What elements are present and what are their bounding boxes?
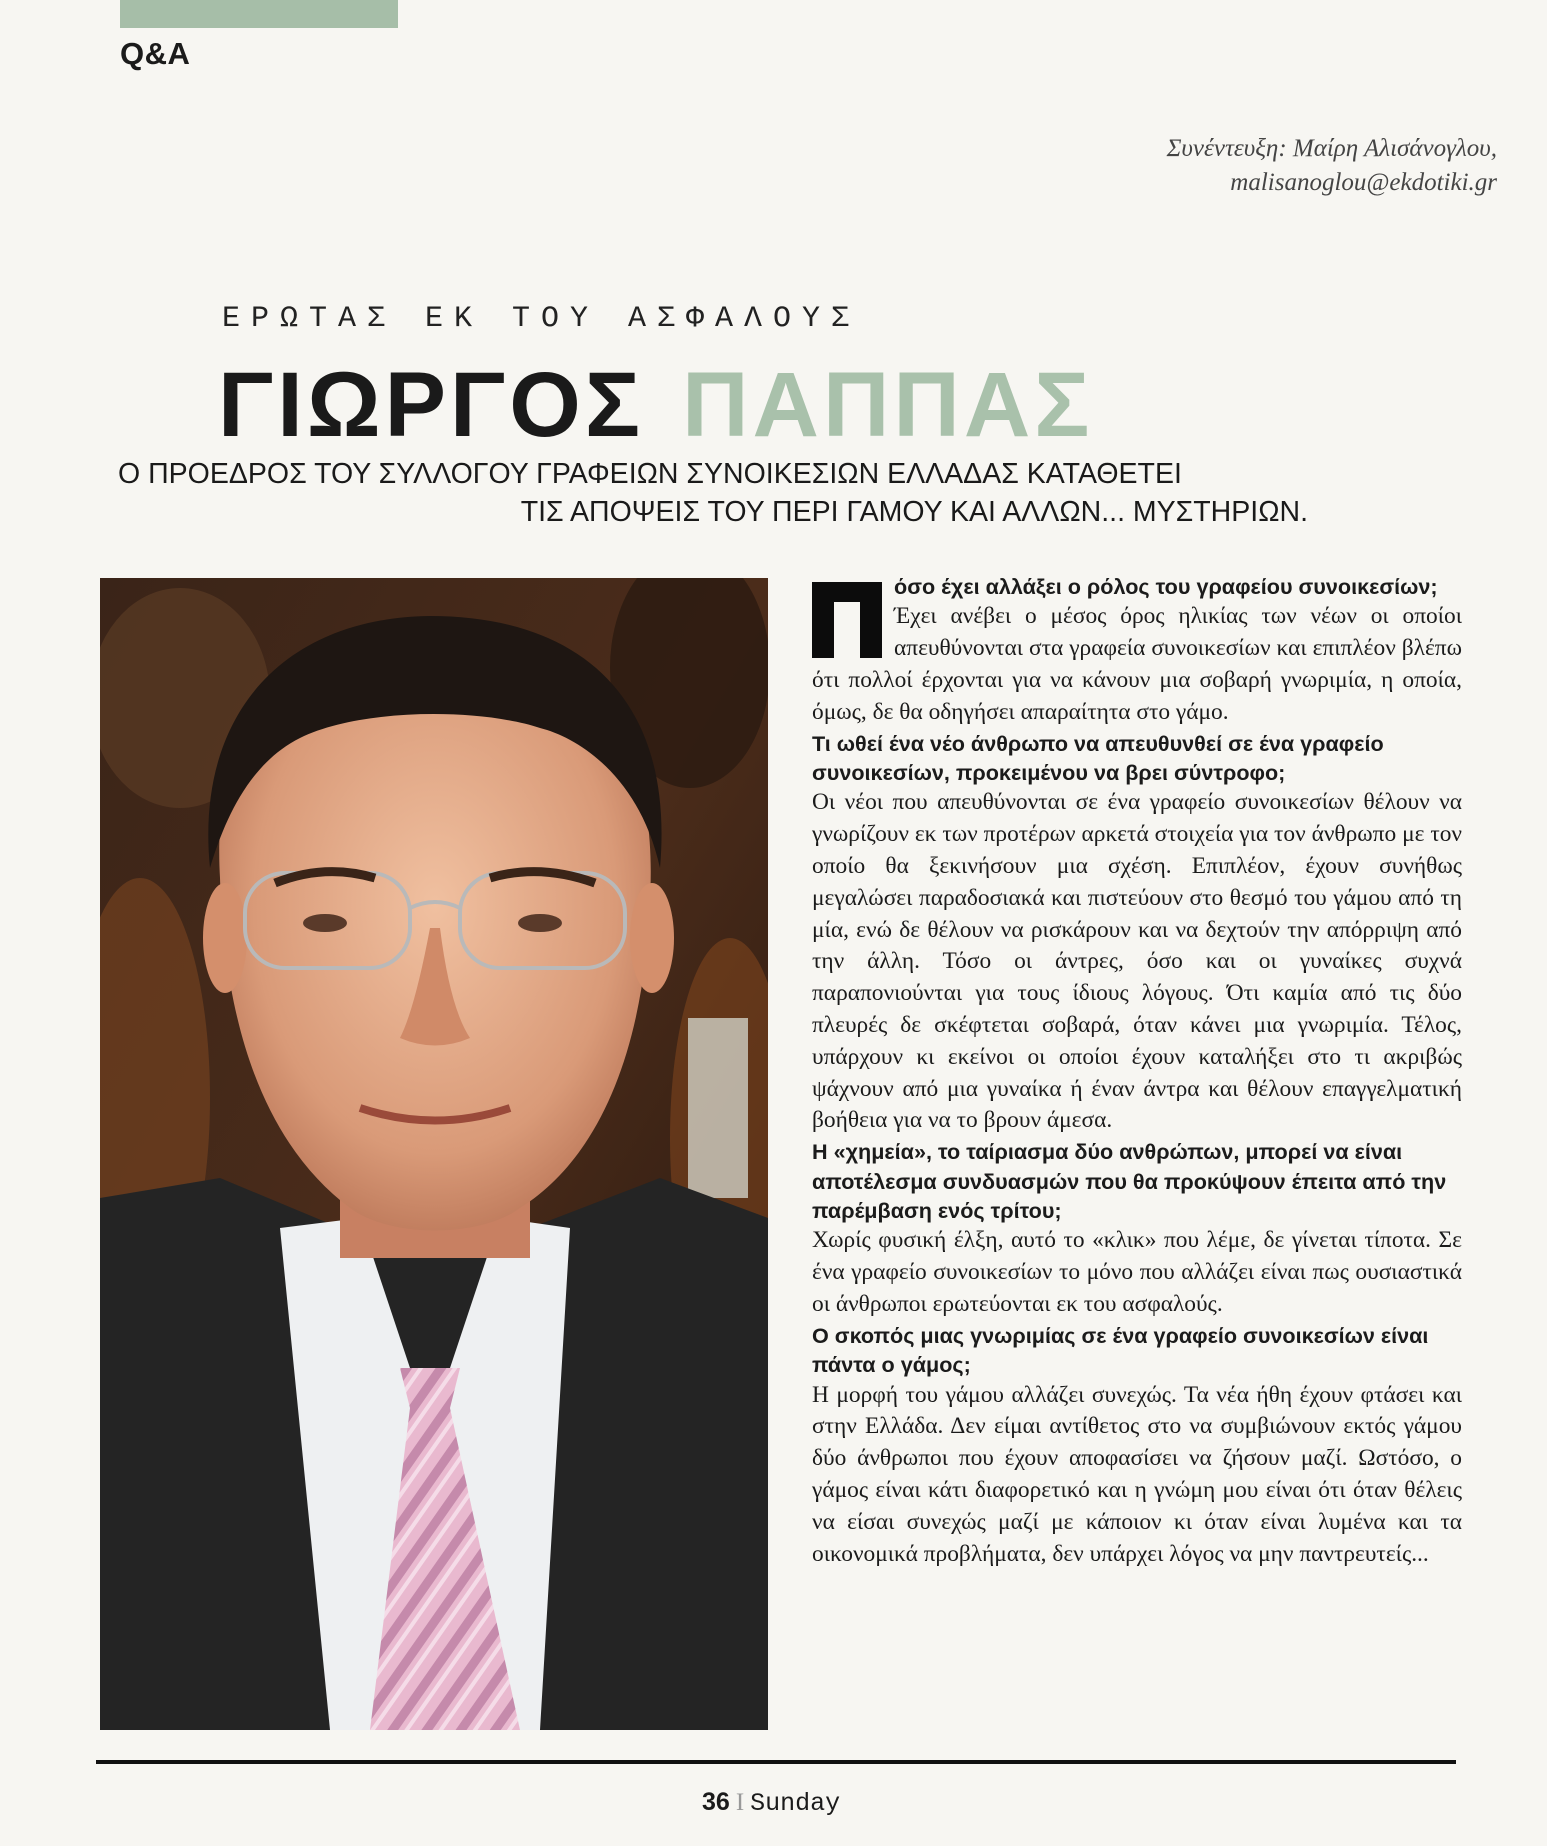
answer-4: Η μορφή του γάμου αλλάζει συνεχώς. Τα νέα ήθη έχουν φτάσει και στην Ελλάδα. Δεν είμαι αντίθετος στο να συμβιώνουν εκτός γάμου δύο άνθρωποι που έχουν αποφασίσει να ζήσουν μαζί. Ωστόσο, ο γάμος είναι κάτι διαφορετικό και η γνώμη μου είναι ότι όταν θέλεις να είσαι συνεχώς μαζί με κάποιον κι όταν είναι λυμένα και τα οικονομικά προβλήματα, δεν υπάρχει λόγος να μην παντρευτείς... [812, 1381, 1462, 1567]
page-footer [702, 1788, 840, 1818]
answer-2: Οι νέοι που απευθύνονται σε ένα γραφείο συνοικεσίων θέλουν να γνωρίζουν εκ των προτέρων αρκετά στοιχεία για τον άνθρωπο με τον οποίο θα ξεκινήσουν μια σχέση. Επιπλέον, έχουν συνήθως μεγαλώσει παραδοσιακά και πιστεύουν στο θεσμό του γάμου από τη μία, ενώ δε θέλουν να ρισκάρουν και να δεχτούν την απόρριψη από την άλλη. Τόσο οι άντρες, όσο και οι γυναίκες συχνά παραπονιούνται για τους ίδιους λόγους. Ότι καμία από τις δύο πλευρές δε σκέφτεται σοβαρά, όταν κάνει μια γνωριμία. Τέλος, υπάρχουν κι εκείνοι οι οποίοι έχουν καταλήξει στο τι ακριβώς ψάχνουν από μια γυναίκα ή έναν άντρα και θέλουν επαγγελματική βοήθεια για να το βρουν άμεσα. [812, 789, 1462, 1134]
magazine-name: Sunday [750, 1789, 841, 1818]
subtitle-line-2: ΤΙΣ ΑΠΟΨΕΙΣ ΤΟΥ ΠΕΡΙ ΓΑΜΟΥ ΚΑΙ ΑΛΛΩΝ... ΜΥΣΤΗΡΙΩΝ. [520, 496, 1308, 528]
byline-email: malisanoglou@ekdotiki.gr [1230, 169, 1497, 196]
footer-separator: I [735, 1789, 745, 1816]
byline-author: Συνέντευξη: Μαίρη Αλισάνογλου, [1166, 135, 1497, 162]
answer-1: Έχει ανέβει ο μέσος όρος ηλικίας των νέων οι οποίοι απευθύνονται στα γραφεία συνοικεσίων και επιπλέον βλέπω ότι πολλοί έρχονται για να κάνουν μια σοβαρή γνωριμία, η οποία, όμως, δε θα οδηγήσει απαραίτητα στο γάμο. [812, 603, 1462, 725]
headline-first-name: ΓΙΩΡΓΟΣ [218, 354, 645, 456]
section-color-bar [120, 0, 398, 28]
headline-last-name: ΠΑΠΠΑΣ [682, 354, 1094, 456]
question-3: Η «χημεία», το ταίριασμα δύο ανθρώπων, μπορεί να είναι αποτέλεσμα συνδυασμών που θα προκύψουν έπειτα από την παρέμβαση ενός τρίτου; [812, 1139, 1447, 1223]
portrait-photo [100, 578, 768, 1730]
byline [1167, 132, 1497, 200]
subtitle [118, 455, 1318, 531]
headline [218, 355, 1093, 455]
subtitle-line-1: Ο ΠΡΟΕΔΡΟΣ ΤΟΥ ΣΥΛΛΟΓΟΥ ΓΡΑΦΕΙΩΝ ΣΥΝΟΙΚΕΣΙΩΝ ΕΛΛΑΔΑΣ ΚΑΤΑΘΕΤΕΙ [118, 458, 1182, 490]
answer-3: Χωρίς φυσική έλξη, αυτό το «κλικ» που λέμε, δε γίνεται τίποτα. Σε ένα γραφείο συνοικεσίων το μόνο που αλλάζει είναι πως ουσιαστικά οι άνθρωποι ερωτεύονται εκ του ασφαλούς. [812, 1227, 1462, 1317]
question-2: Τι ωθεί ένα νέο άνθρωπο να απευθυνθεί σε ένα γραφείο συνοικεσίων, προκειμένου να βρει σύντροφο; [812, 730, 1384, 785]
kicker: ΕΡΩΤΑΣ ΕΚ ΤΟΥ ΑΣΦΑΛΟΥΣ [222, 302, 861, 336]
question-1: όσο έχει αλλάξει ο ρόλος του γραφείου συνοικεσίων; [894, 574, 1438, 599]
page-number: 36 [702, 1788, 730, 1816]
dropcap-letter [812, 582, 882, 658]
article-body [812, 572, 1462, 1570]
question-4: Ο σκοπός μιας γνωριμίας σε ένα γραφείο συνοικεσίων είναι πάντα ο γάμος; [812, 1322, 1429, 1378]
footer-rule [96, 1760, 1456, 1764]
section-tag: Q&A [120, 36, 191, 71]
